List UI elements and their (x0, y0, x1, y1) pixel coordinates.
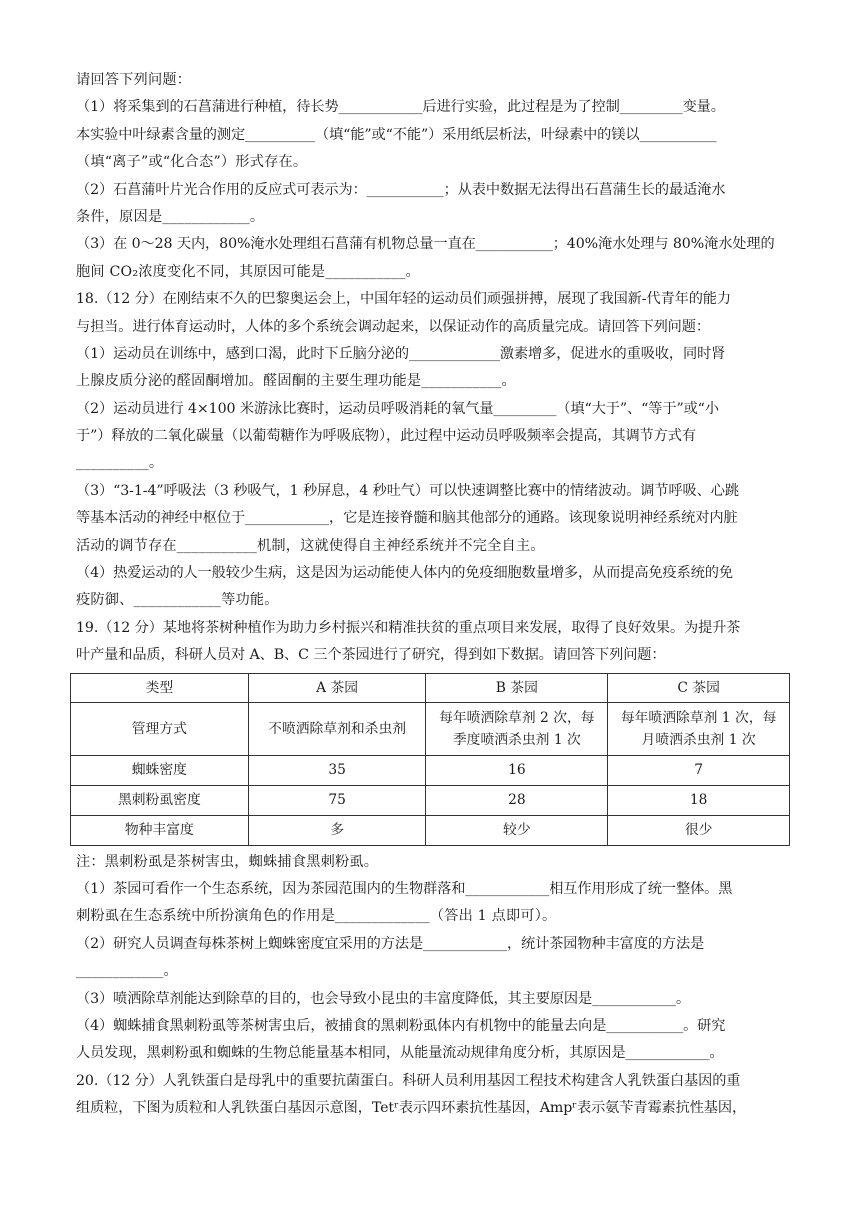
table-header-cell: A 茶园 (248, 673, 426, 702)
exam-page (76, 70, 786, 1126)
text-line: （2）研究人员调查每株茶树上蜘蛛密度宜采用的方法是____________，统计茶园物种丰富度的方法是 (76, 935, 705, 952)
text-line: 20.（12 分）人乳铁蛋白是母乳中的重要抗菌蛋白。科研人员利用基因工程技术构建含人乳铁蛋白基因的重 (76, 1072, 741, 1089)
table-cell (426, 702, 608, 755)
table-cell: 35 (248, 755, 426, 785)
table-cell: 75 (248, 785, 426, 815)
text-line: ____________。 (76, 963, 178, 980)
text-line: __________。 (76, 455, 164, 472)
table-cell: 7 (608, 755, 790, 785)
table-row (71, 785, 790, 815)
table-cell: 多 (248, 815, 426, 845)
table-cell: 很少 (608, 815, 790, 845)
table-row (71, 755, 790, 785)
text-line: 18.（12 分）在刚结束不久的巴黎奥运会上，中国年轻的运动员们顽强拼搏，展现了我国新-代青年的能力 (76, 291, 731, 308)
table-cell: 18 (608, 785, 790, 815)
table-header-row (71, 673, 790, 702)
text-line: （2）石菖蒲叶片光合作用的反应式可表示为：___________；从表中数据无法得出石菖蒲生长的最适淹水 (76, 181, 726, 198)
text-line: 条件，原因是____________。 (76, 208, 265, 225)
text-line: 注：黑刺粉虱是茶树害虫，蜘蛛捕食黑刺粉虱。 (76, 853, 379, 870)
text-line: 叶产量和品质，科研人员对 A、B、C 三个茶园进行了研究，得到如下数据。请回答下列问题： (76, 647, 666, 664)
text-line: （2）运动员进行 4×100 米游泳比赛时，运动员呼吸消耗的氧气量_________（填“大于”、“等于”或“小 (76, 400, 719, 417)
table-cell (608, 702, 790, 755)
table-cell: 16 (426, 755, 608, 785)
text-line: 于”）释放的二氧化碳量（以葡萄糖作为呼吸底物），此过程中运动员呼吸频率会提高，其调节方式有 (76, 428, 696, 445)
table-header-cell: C 茶园 (608, 673, 790, 702)
table-header-cell: 类型 (71, 673, 249, 702)
text-line: 19.（12 分）某地将茶树种植作为助力乡村振兴和精准扶贫的重点项目来发展，取得了良好效果。为提升茶 (76, 619, 741, 636)
text-line: 与担当。进行体育运动时，人体的多个系统会调动起来，以保证动作的高质量完成。请回答下列问题： (76, 318, 710, 335)
text-line: 刺粉虱在生态系统中所扮演角色的作用是_____________（答出 1 点即可）。 (76, 908, 557, 925)
table-cell: 不喷洒除草剂和杀虫剂 (248, 702, 426, 755)
text-line: 疫防御、____________等功能。 (76, 592, 279, 609)
text-line: （填“离子”或“化合态”）形式存在。 (76, 154, 308, 171)
table-row-management (71, 702, 790, 755)
tea-garden-table (70, 673, 790, 846)
text-line: 活动的调节存在___________机制，这就使得自主神经系统并不完全自主。 (76, 537, 545, 554)
table-cell: 蜘蛛密度 (71, 755, 249, 785)
text-line: （3）“3-1-4”呼吸法（3 秒吸气，1 秒屏息，4 秒吐气）可以快速调整比赛中的情绪波动。调节呼吸、心跳 (76, 482, 739, 499)
text-line: （3）喷洒除草剂能达到除草的目的，也会导致小昆虫的丰富度降低，其主要原因是____________。 (76, 990, 691, 1007)
text-line: 等基本活动的神经中枢位于____________，它是连接脊髓和脑其他部分的通路。该现象说明神经系统对内脏 (76, 510, 738, 527)
text-line: 组质粒，下图为质粒和人乳铁蛋白基因示意图，Tetʳ表示四环素抗性基因，Ampʳ表示氨苄青霉素抗性基因， (76, 1100, 747, 1117)
table-cell: 管理方式 (71, 702, 249, 755)
table-cell: 28 (426, 785, 608, 815)
text-line: 胞间 CO₂浓度变化不同，其原因可能是___________。 (76, 263, 420, 280)
table-cell: 较少 (426, 815, 608, 845)
text-line: 本实验中叶绿素含量的测定__________（填“能”或“不能”）采用纸层析法，叶绿素中的镁以___________ (76, 126, 717, 143)
cell-line: 每年喷洒除草剂 2 次，每 (439, 709, 595, 726)
cell-line: 季度喷洒杀虫剂 1 次 (452, 731, 581, 748)
table-row (71, 815, 790, 845)
text-line: （4）蜘蛛捕食黑刺粉虱等茶树害虫后，被捕食的黑刺粉虱体内有机物中的能量去向是___________。研究 (76, 1017, 726, 1034)
text-line: （4）热爱运动的人一般较少生病，这是因为运动能使人体内的免疫细胞数量增多，从而提高免疫系统的免 (76, 565, 733, 582)
table-header-cell: B 茶园 (426, 673, 608, 702)
cell-line: 月喷洒杀虫剂 1 次 (641, 731, 756, 748)
text-line: （1）茶园可看作一个生态系统，因为茶园范围内的生物群落和____________相互作用形成了统一整体。黑 (76, 880, 733, 897)
text-line: （1）运动员在训练中，感到口渴，此时下丘脑分泌的_____________激素增多，促进水的重吸收，同时肾 (76, 345, 726, 362)
text-line: 上腺皮质分泌的醛固酮增加。醛固酮的主要生理功能是___________。 (76, 373, 516, 390)
text-line: （1）将采集到的石菖蒲进行种植，待长势____________后进行实验，此过程是为了控制_________变量。 (76, 99, 725, 116)
table-cell: 物种丰富度 (71, 815, 249, 845)
table-cell: 黑刺粉虱密度 (71, 785, 249, 815)
cell-line: 每年喷洒除草剂 1 次，每 (620, 709, 777, 726)
text-line: （3）在 0～28 天内，80%淹水处理组石菖蒲有机物总量一直在___________；40%淹水处理与 80%淹水处理的 (76, 236, 775, 253)
text-line: 人员发现，黑刺粉虱和蜘蛛的生物总能量基本相同，从能量流动规律角度分析，其原因是____________。 (76, 1045, 724, 1062)
text-line: 请回答下列问题： (76, 72, 192, 88)
